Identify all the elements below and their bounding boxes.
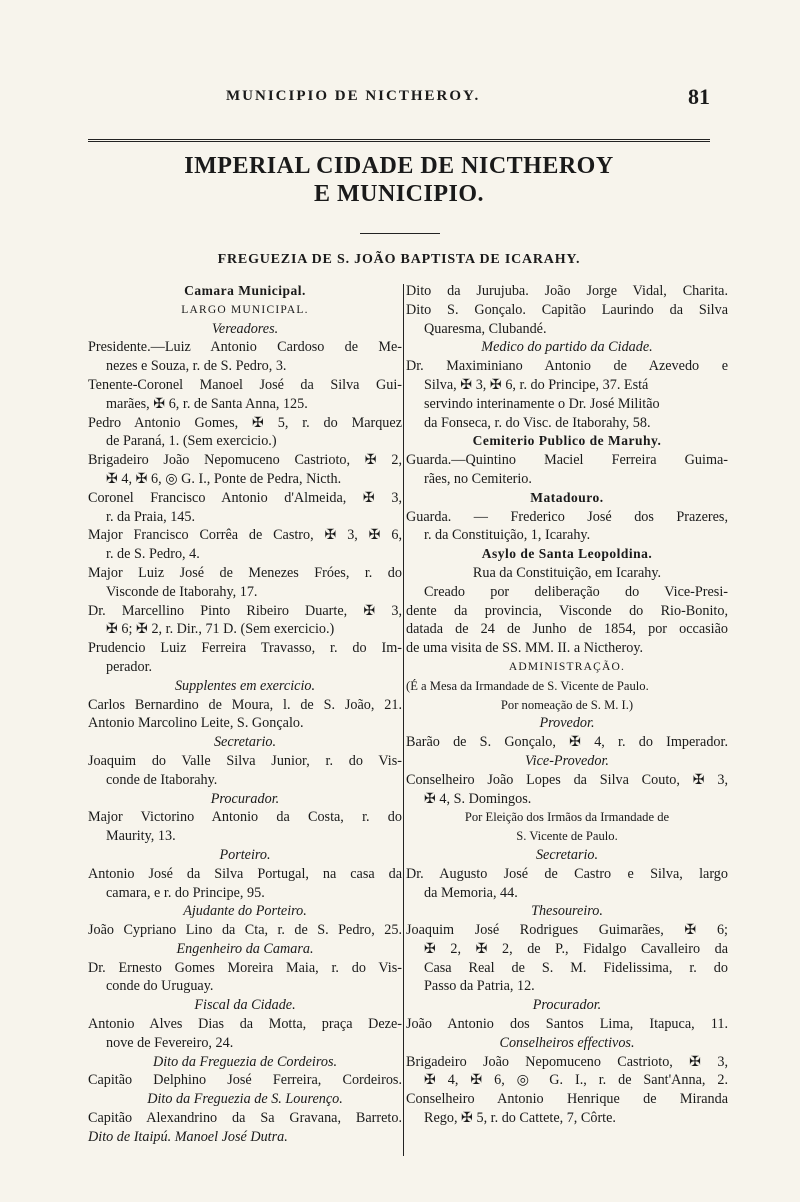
right-column-line: Medico do partido da Cidade.: [481, 339, 653, 356]
header-rule: [88, 139, 710, 144]
left-column-line: Dito da Freguezia de S. Lourenço.: [147, 1091, 343, 1108]
left-column: [88, 282, 402, 1147]
left-column-line: Brigadeiro João Nepomuceno Castrioto, ✠ 2,: [88, 452, 402, 469]
left-column-line: Major Victorino Antonio da Costa, r. do: [88, 809, 402, 826]
right-column-line: Dr. Maximiniano Antonio de Azevedo e: [406, 358, 728, 375]
left-column-line: Prudencio Luiz Ferreira Travasso, r. do Im-: [88, 640, 402, 657]
running-header: [0, 84, 800, 116]
left-column-line: Antonio José da Silva Portugal, na casa da: [88, 865, 402, 882]
right-column-line: de uma visita de SS. MM. II. a Nictheroy.: [406, 640, 644, 657]
right-column-line: Brigadeiro João Nepomuceno Castrioto, ✠ 3,: [406, 1053, 728, 1070]
left-column-line: João Cypriano Lino da Cta, r. de S. Pedro, 25.: [88, 922, 402, 939]
page-number: 81: [688, 84, 710, 109]
left-column-line: Tenente-Coronel Manoel José da Silva Gui-: [88, 376, 402, 393]
left-column-line: Dr. Ernesto Gomes Moreira Maia, r. do Vis-: [88, 959, 402, 976]
right-column-line: r. da Constituição, 1, Icarahy.: [424, 527, 591, 544]
right-column-line: Silva, ✠ 3, ✠ 6, r. do Principe, 37. Está: [424, 376, 649, 393]
right-column-line: Rego, ✠ 5, r. do Cattete, 7, Côrte.: [424, 1110, 616, 1127]
left-column-line: Dito da Freguezia de Cordeiros.: [152, 1053, 338, 1070]
right-column-line: Conselheiros effectivos.: [499, 1034, 635, 1051]
title-rule: [360, 233, 440, 234]
left-column-line: Capitão Delphino José Ferreira, Cordeiros.: [88, 1072, 402, 1089]
left-column-line: r. da Praia, 145.: [106, 508, 196, 525]
right-column-line: ✠ 4, ✠ 6, ◎ G. I., r. de Sant'Anna, 2.: [424, 1072, 728, 1089]
left-column-line: Presidente.—Luiz Antonio Cardoso de Me-: [88, 339, 402, 356]
left-column-line: Procurador.: [210, 790, 280, 807]
right-column-line: Guarda.—Quintino Maciel Ferreira Guima-: [406, 452, 728, 469]
left-column-line: Major Francisco Corrêa de Castro, ✠ 3, ✠ 6,: [88, 527, 402, 544]
right-column-line: da Memoria, 44.: [424, 884, 518, 901]
left-column-line: Engenheiro da Camara.: [176, 940, 314, 957]
right-column-line: Thesoureiro.: [531, 903, 603, 920]
left-column-line: Visconde de Itaborahy, 17.: [106, 583, 258, 600]
left-column-line: nezes e Souza, r. de S. Pedro, 3.: [106, 358, 287, 375]
right-column-line: Asylo de Santa Leopoldina.: [481, 546, 653, 562]
right-column-line: datada de 24 de Junho de 1854, por occasião: [406, 621, 728, 638]
parish-heading: FREGUEZIA DE S. JOÃO BAPTISTA DE ICARAHY.: [217, 252, 581, 267]
right-column-line: Quaresma, Clubandé.: [424, 320, 547, 337]
right-column-line: Provedor.: [539, 715, 595, 732]
left-column-line: Ajudante do Porteiro.: [183, 903, 307, 920]
left-column-line: Porteiro.: [219, 846, 271, 863]
right-column-line: Dito S. Gonçalo. Capitão Laurindo da Silva: [406, 301, 728, 318]
right-column-line: Matadouro.: [530, 489, 604, 505]
left-column-line: Joaquim do Valle Silva Junior, r. do Vis-: [88, 752, 402, 769]
right-column-line: da Fonseca, r. do Visc. de Itaborahy, 58.: [424, 414, 651, 431]
left-column-line: Capitão Alexandrino da Sa Gravana, Barreto.: [88, 1110, 402, 1127]
running-title: MUNICIPIO DE NICTHEROY.: [226, 88, 481, 104]
left-column-line: perador.: [106, 658, 153, 675]
left-column-line: r. de S. Pedro, 4.: [106, 546, 200, 563]
right-column-line: Guarda. — Frederico José dos Prazeres,: [406, 508, 728, 525]
left-column-line: nove de Fevereiro, 24.: [106, 1034, 234, 1051]
left-column-line: de Paraná, 1. (Sem exercicio.): [106, 433, 277, 450]
title-line-1: IMPERIAL CIDADE DE NICTHEROY: [184, 153, 614, 179]
left-column-line: Camara Municipal.: [184, 283, 306, 298]
right-column-line: Secretario.: [535, 846, 599, 863]
left-column-line: Carlos Bernardino de Moura, l. de S. João, 21.: [88, 696, 402, 713]
right-column-line: Conselheiro Antonio Henrique de Miranda: [406, 1091, 728, 1108]
right-column-line: Procurador.: [532, 997, 602, 1014]
left-column-line: ✠ 6; ✠ 2, r. Dir., 71 D. (Sem exercicio.): [106, 621, 335, 638]
right-column-line: Rua da Constituição, em Icarahy.: [472, 564, 662, 581]
page-title: [88, 152, 710, 208]
right-column-line: Casa Real de S. M. Fidelissima, r. do: [424, 959, 728, 976]
left-column-line: Supplentes em exercicio.: [174, 677, 316, 694]
title-line-2: E MUNICIPIO.: [313, 181, 484, 207]
right-column-line: Dito da Jurujuba. João Jorge Vidal, Charita.: [406, 283, 728, 299]
right-column-line: S. Vicente de Paulo.: [516, 829, 618, 844]
right-column: [406, 282, 728, 1128]
right-column-line: Creado por deliberação do Vice-Presi-: [424, 583, 728, 600]
right-column-line: rães, no Cemiterio.: [424, 470, 532, 487]
left-column-line: Vereadores.: [211, 320, 279, 337]
left-column-line: Antonio Alves Dias da Motta, praça Deze-: [88, 1016, 402, 1033]
right-column-line: Por Eleição dos Irmãos da Irmandade de: [464, 810, 670, 825]
right-column-line: Dr. Augusto José de Castro e Silva, largo: [406, 865, 728, 882]
right-column-line: servindo interinamente o Dr. José Militão: [424, 395, 660, 412]
left-column-line: LARGO MUNICIPAL.: [181, 303, 309, 316]
right-column-line: Joaquim José Rodrigues Guimarães, ✠ 6;: [406, 922, 728, 939]
right-column-line: Vice-Provedor.: [525, 752, 609, 769]
left-column-line: Dr. Marcellino Pinto Ribeiro Duarte, ✠ 3,: [88, 602, 402, 619]
right-column-line: Cemiterio Publico de Maruhy.: [472, 433, 662, 449]
left-column-line: Fiscal da Cidade.: [194, 997, 296, 1014]
right-column-line: ADMINISTRAÇÃO.: [508, 660, 626, 673]
column-divider: [403, 284, 404, 1156]
left-column-line: Major Luiz José de Menezes Fróes, r. do: [88, 564, 402, 581]
left-column-line: conde do Uruguay.: [106, 978, 214, 995]
left-column-line: Antonio Marcolino Leite, S. Gonçalo.: [88, 715, 304, 732]
left-column-line: Pedro Antonio Gomes, ✠ 5, r. do Marquez: [88, 414, 402, 431]
right-column-line: dente da provincia, Visconde do Rio-Bonito,: [406, 602, 728, 619]
left-column-line: Dito de Itaipú. Manoel José Dutra.: [88, 1128, 288, 1145]
left-column-line: conde de Itaborahy.: [106, 771, 218, 788]
right-column-line: ✠ 2, ✠ 2, de P., Fidalgo Cavalleiro da: [424, 940, 728, 957]
left-column-line: camara, e r. do Principe, 95.: [106, 884, 265, 901]
left-column-line: ✠ 4, ✠ 6, ◎ G. I., Ponte de Pedra, Nicth.: [106, 470, 342, 487]
right-column-line: João Antonio dos Santos Lima, Itapuca, 11.: [406, 1016, 728, 1033]
right-column-line: (É a Mesa da Irmandade de S. Vicente de Paulo.: [406, 678, 649, 693]
right-column-line: Barão de S. Gonçalo, ✠ 4, r. do Imperador.: [406, 734, 728, 751]
left-column-line: Maurity, 13.: [106, 828, 176, 845]
right-column-line: Conselheiro João Lopes da Silva Couto, ✠ 3,: [406, 771, 728, 788]
left-column-line: marães, ✠ 6, r. de Santa Anna, 125.: [106, 395, 308, 412]
left-column-line: Coronel Francisco Antonio d'Almeida, ✠ 3,: [88, 489, 402, 506]
left-column-line: Secretario.: [213, 734, 277, 751]
right-column-line: Passo da Patria, 12.: [424, 978, 535, 995]
right-column-line: ✠ 4, S. Domingos.: [424, 790, 532, 807]
right-column-line: Por nomeação de S. M. I.): [500, 697, 634, 712]
